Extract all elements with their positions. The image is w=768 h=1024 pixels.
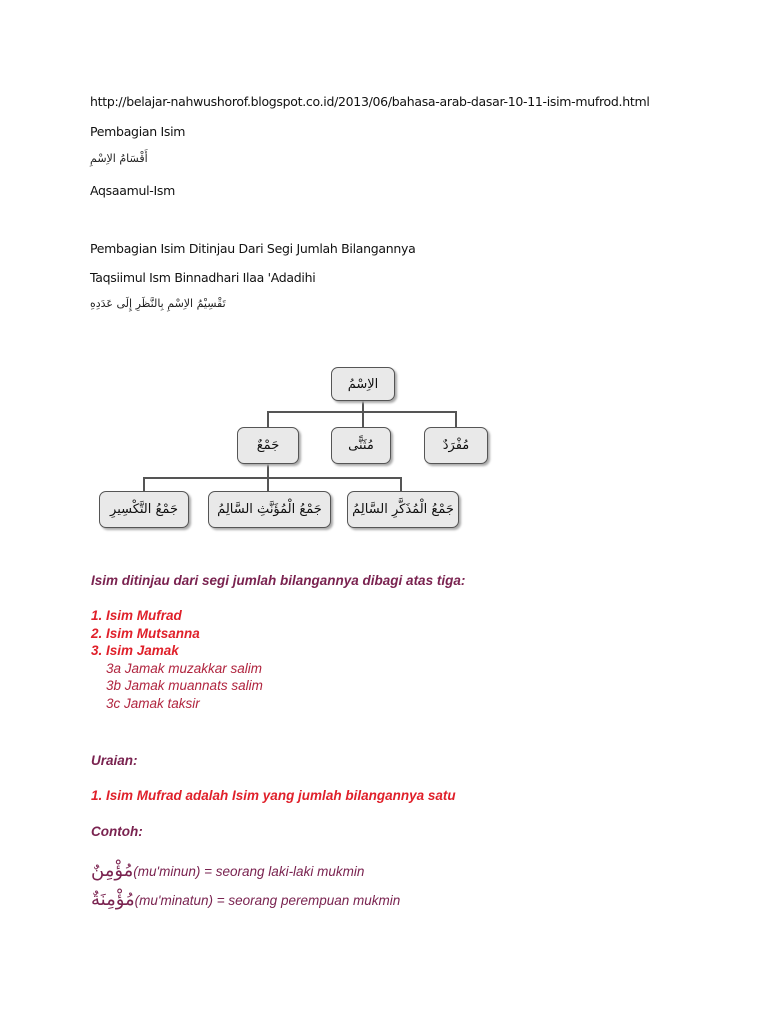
list-item: 3. Isim Jamak — [91, 643, 179, 658]
connector — [143, 477, 401, 479]
sublist-item: 3c Jamak taksir — [106, 696, 200, 711]
list-item: 1. Isim Mufrad — [91, 608, 182, 623]
connector — [362, 399, 364, 427]
example-arabic: مُؤْمِنَةٌ — [91, 889, 135, 910]
source-url[interactable]: http://belajar-nahwushorof.blogspot.co.id/2013/06/bahasa-arab-dasar-10-11-isim-mufrod.html — [90, 94, 650, 109]
title-latin: Aqsaamul-Ism — [90, 183, 175, 198]
title: Pembagian Isim — [90, 124, 186, 139]
node-jamak-mudzakkar: جَمْعُ الْمُذَكَّرِ السَّالِمُ — [347, 491, 459, 528]
title-arabic: أَقْسَامُ الاِسْمِ — [90, 152, 148, 165]
connector — [455, 411, 457, 427]
example-text: (mu'minun) = seorang laki-laki mukmin — [133, 864, 365, 879]
sublist-item: 3b Jamak muannats salim — [106, 678, 263, 693]
node-mutsanna: مُثَنًّى — [331, 427, 391, 464]
contoh-heading: Contoh: — [91, 824, 143, 839]
uraian-heading: Uraian: — [91, 753, 138, 768]
intro-text: Isim ditinjau dari segi jumlah bilangannya dibagi atas tiga: — [91, 573, 466, 588]
example-item — [91, 860, 364, 881]
sublist-item: 3a Jamak muzakkar salim — [106, 661, 263, 676]
subtitle-arabic: تَقْسِيْمُ الاِسْمِ بِالنَّظَرِ إِلَى عَدَدِهِ — [90, 297, 226, 310]
point-1: 1. Isim Mufrad adalah Isim yang jumlah bilangannya satu — [91, 788, 456, 803]
node-jamak-muannats: جَمْعُ الْمُؤَنَّثِ السَّالِمُ — [208, 491, 331, 528]
example-item — [91, 889, 400, 910]
connector — [143, 477, 145, 491]
node-jamak: جَمْعٌ — [237, 427, 299, 464]
node-ism: الاِسْمُ — [331, 367, 395, 401]
example-arabic: مُؤْمِنٌ — [91, 860, 134, 881]
subtitle: Pembagian Isim Ditinjau Dari Segi Jumlah Bilangannya — [90, 241, 416, 256]
connector — [267, 411, 269, 427]
subtitle-latin: Taqsiimul Ism Binnadhari Ilaa 'Adadihi — [90, 270, 316, 285]
node-mufrad: مُفْرَدٌ — [424, 427, 488, 464]
list-item: 2. Isim Mutsanna — [91, 626, 200, 641]
node-jamak-taksir: جَمْعُ التَّكْسِيرِ — [99, 491, 189, 528]
connector — [400, 477, 402, 491]
connector — [267, 411, 456, 413]
example-text: (mu'minatun) = seorang perempuan mukmin — [134, 893, 401, 908]
